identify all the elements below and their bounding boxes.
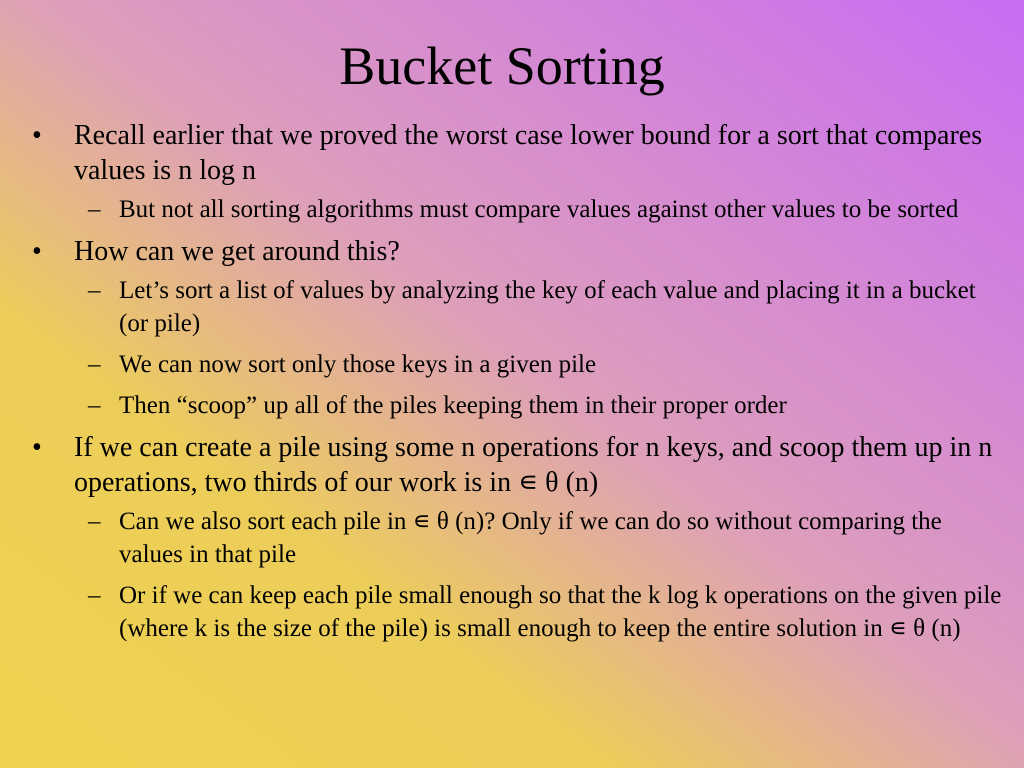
sub-bullet-item xyxy=(28,389,1003,422)
dash-marker: – xyxy=(88,196,101,223)
sub-bullet-text: Let’s sort a list of values by analyzing the key of each value and placing it in a bucket (or pile) xyxy=(119,277,976,337)
slide-title: Bucket Sorting xyxy=(339,36,665,96)
dash-marker: – xyxy=(88,582,101,609)
dash-marker: – xyxy=(88,351,101,378)
bullet-item xyxy=(28,234,1003,269)
sub-bullet-item xyxy=(28,348,1003,381)
bullet-text: How can we get around this? xyxy=(74,236,400,267)
bullet-item xyxy=(28,118,1003,188)
sub-bullet-text: But not all sorting algorithms must compare values against other values to be sorted xyxy=(119,196,959,223)
bullet-marker: • xyxy=(32,120,42,151)
bullet-item xyxy=(28,430,1003,500)
slide-content xyxy=(28,118,1003,653)
sub-bullet-item xyxy=(28,274,1003,340)
bullet-marker: • xyxy=(32,432,42,463)
sub-bullet-item xyxy=(28,193,1003,226)
dash-marker: – xyxy=(88,277,101,304)
bullet-text: If we can create a pile using some n operations for n keys, and scoop them up in n operations, two thirds of our work is in ∊ θ (n) xyxy=(74,432,993,498)
dash-marker: – xyxy=(88,392,101,419)
bullet-text: Recall earlier that we proved the worst case lower bound for a sort that compares values is n log n xyxy=(74,120,983,186)
sub-bullet-text: We can now sort only those keys in a given pile xyxy=(119,351,597,378)
sub-bullet-item xyxy=(28,579,1003,645)
dash-marker: – xyxy=(88,508,101,535)
sub-bullet-text: Or if we can keep each pile small enough so that the k log k operations on the given pile (where k is the size of the pile) is small enough to keep the entire solution in ∊ θ (n) xyxy=(119,582,1002,642)
sub-bullet-item xyxy=(28,505,1003,571)
bullet-marker: • xyxy=(32,236,42,267)
sub-bullet-text: Then “scoop” up all of the piles keeping them in their proper order xyxy=(119,392,787,419)
sub-bullet-text: Can we also sort each pile in ∊ θ (n)? Only if we can do so without comparing the values in that pile xyxy=(119,508,942,568)
